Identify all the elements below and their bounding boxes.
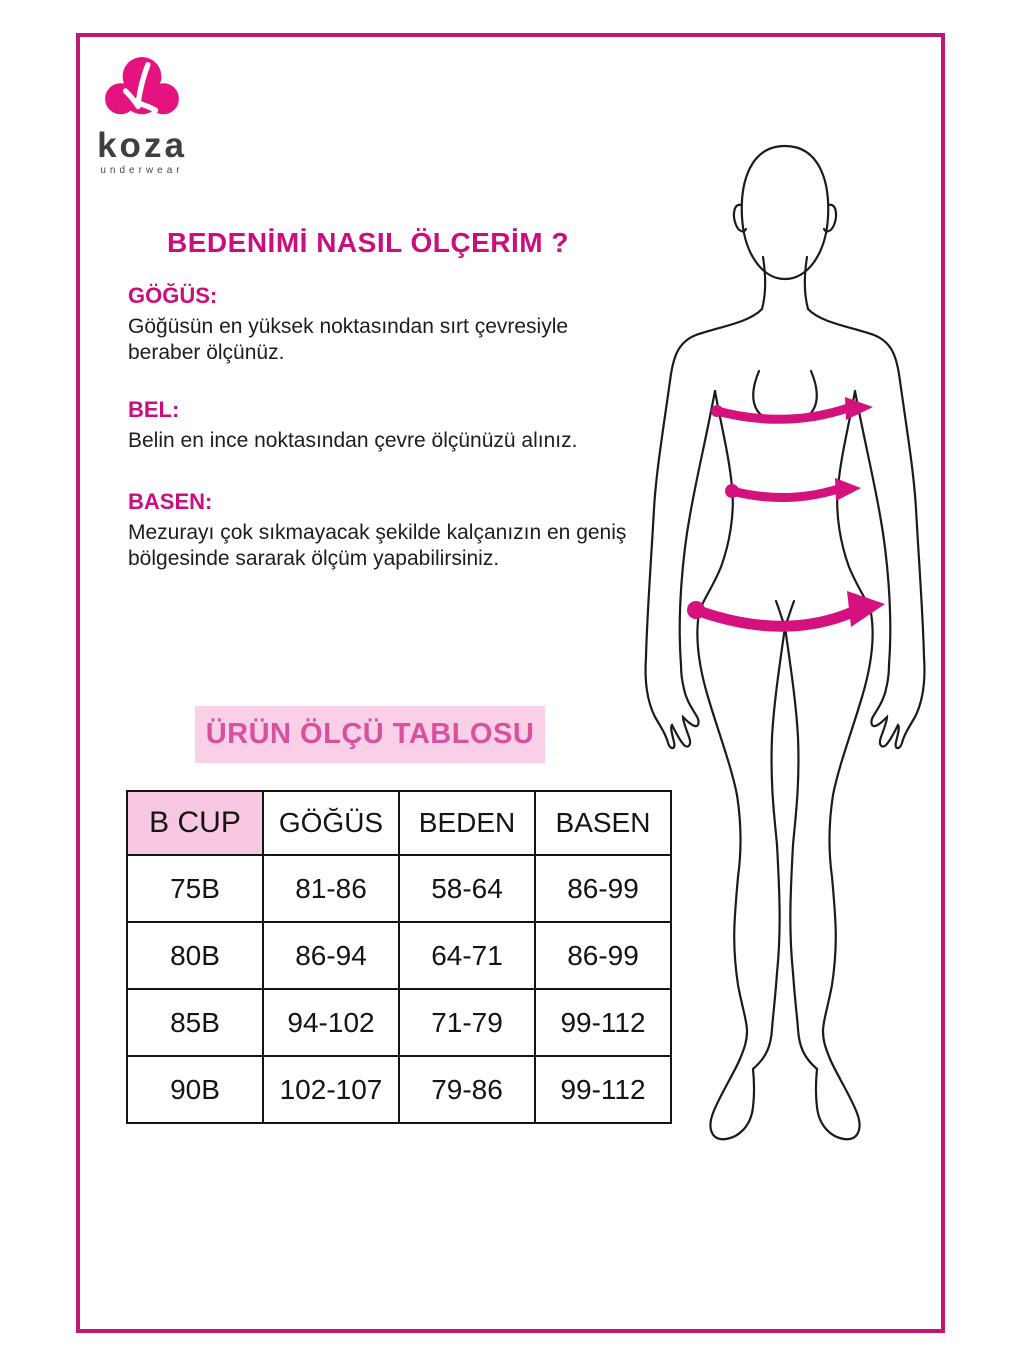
size-table-cell: 81-86: [263, 855, 399, 922]
section-heading: BASEN:: [128, 489, 213, 514]
section-text: Mezurayı çok sıkmayacak şekilde kalçanızın en geniş bölgesinde sararak ölçüm yapabilirsiniz.: [128, 521, 627, 570]
section-bel: [128, 397, 633, 454]
female-body-outline-icon: [635, 143, 935, 1223]
size-table-cell: 86-99: [535, 855, 671, 922]
size-table-cell: 58-64: [399, 855, 535, 922]
size-table-header-cell: BEDEN: [399, 791, 535, 855]
brand-logo: [97, 56, 187, 176]
koza-trefoil-logo-icon: [103, 56, 181, 124]
size-table-cell: 99-112: [535, 1056, 671, 1123]
size-table-cell: 85B: [127, 989, 263, 1056]
section-text: Göğüsün en yüksek noktasından sırt çevresiyle beraber ölçünüz.: [128, 315, 569, 364]
hip-measure-arrow: [687, 591, 885, 627]
brand-subtitle: underwear: [100, 165, 184, 176]
size-table-cell: 71-79: [399, 989, 535, 1056]
size-table-row: [127, 922, 671, 989]
size-table-cell: 79-86: [399, 1056, 535, 1123]
size-table-row: [127, 1056, 671, 1123]
section-heading: BEL:: [128, 397, 180, 422]
size-table-cell: 94-102: [263, 989, 399, 1056]
size-table-header-cell: BASEN: [535, 791, 671, 855]
section-heading: GÖĞÜS:: [128, 283, 218, 308]
page-title: BEDENİMİ NASIL ÖLÇERİM ?: [167, 227, 569, 258]
size-table: [126, 790, 672, 1124]
size-table-title-banner: ÜRÜN ÖLÇÜ TABLOSU: [195, 706, 545, 763]
section-text: Belin en ince noktasından çevre ölçünüzü alınız.: [128, 429, 578, 452]
size-table-cell: 80B: [127, 922, 263, 989]
size-table-cell: 86-99: [535, 922, 671, 989]
section-gogus: [128, 283, 633, 365]
brand-name: koza: [97, 126, 187, 165]
size-table-cell: 75B: [127, 855, 263, 922]
size-table-cell: 86-94: [263, 922, 399, 989]
body-measurement-figure: [635, 143, 935, 1223]
size-table-cell: 90B: [127, 1056, 263, 1123]
size-table-cell: 102-107: [263, 1056, 399, 1123]
size-table-cell: 99-112: [535, 989, 671, 1056]
section-basen: [128, 489, 633, 571]
size-table-header-cell: GÖĞÜS: [263, 791, 399, 855]
size-table-header-row: [127, 791, 671, 855]
size-table-cell: 64-71: [399, 922, 535, 989]
waist-measure-arrow: [725, 478, 861, 501]
bust-measure-arrow: [711, 397, 873, 420]
size-table-row: [127, 855, 671, 922]
size-table-header-cell: B CUP: [127, 791, 263, 855]
size-table-row: [127, 989, 671, 1056]
